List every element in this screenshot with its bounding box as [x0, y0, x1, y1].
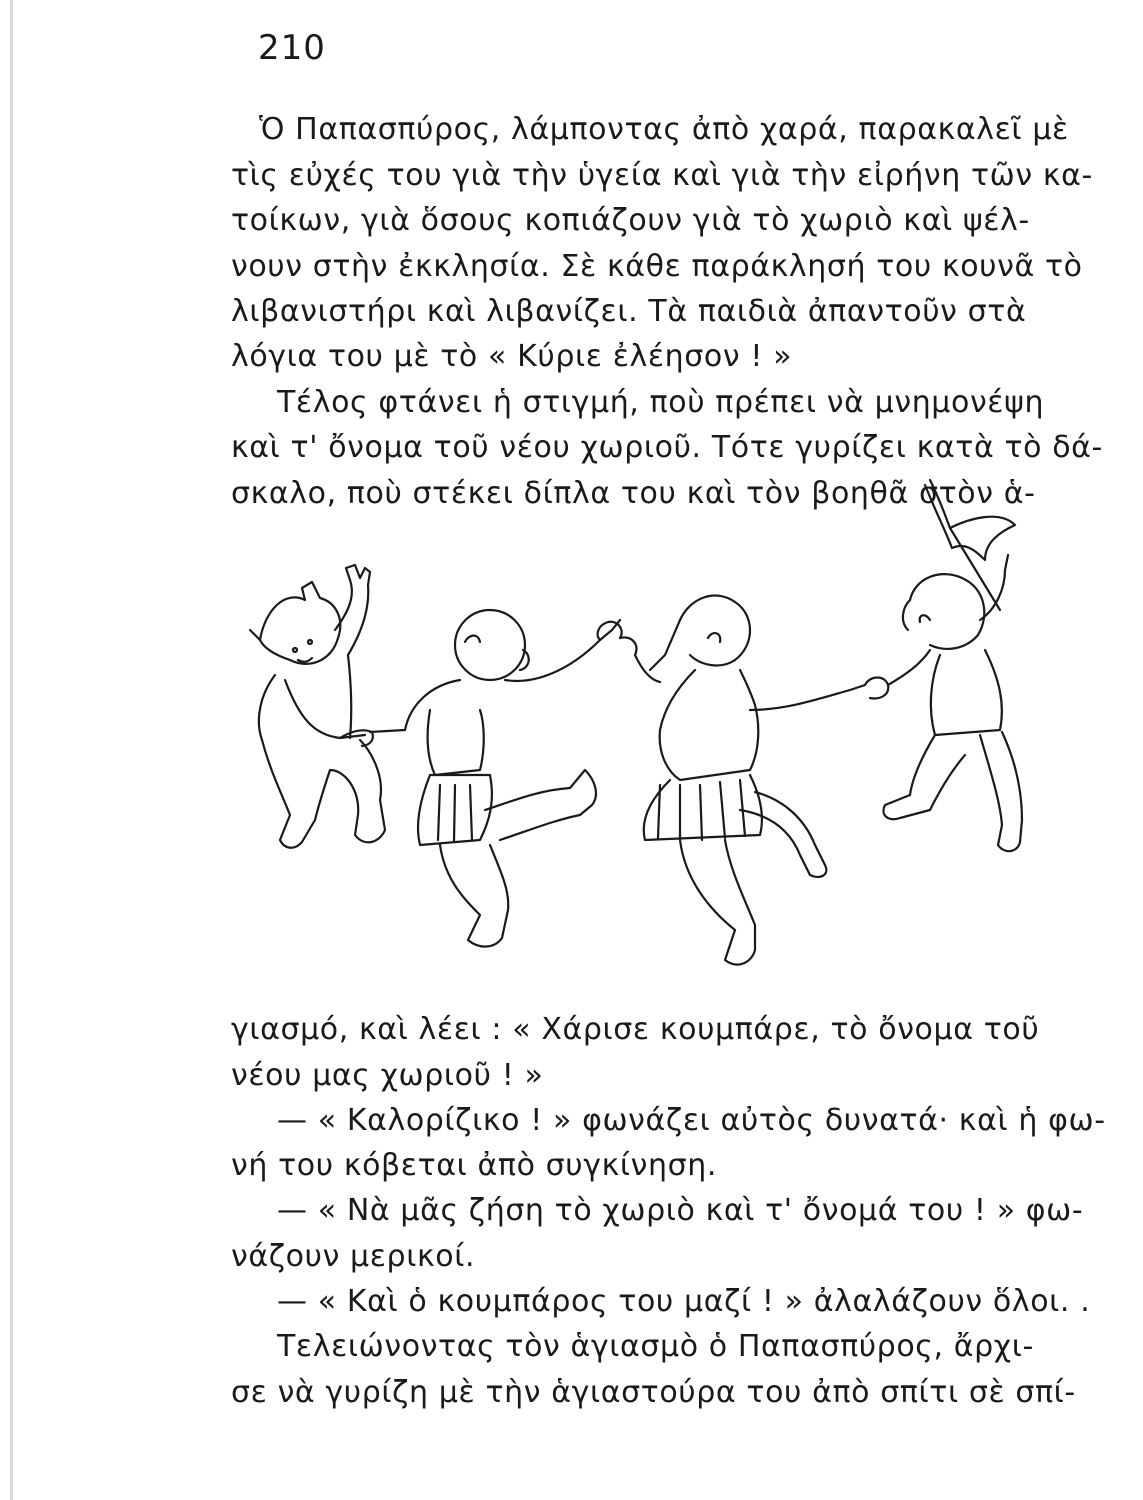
paragraph-line: — « Καὶ ὁ κουμπάρος του μαζί ! » ἀλαλάζουν ὅλοι. . [277, 1284, 1091, 1319]
paragraph-line: λόγια του μὲ τὸ « Κύριε ἐλέησον ! » [231, 339, 793, 374]
paragraph-line: τὶς εὐχές του γιὰ τὴν ὑγεία καὶ γιὰ τὴν εἰρήνη τῶν κα- [231, 158, 1093, 193]
dancing-children-illustration [240, 470, 1040, 990]
paragraph-line: γιασμό, καὶ λέει : « Χάρισε κουμπάρε, τὸ ὄνομα τοῦ [231, 1012, 1040, 1047]
paragraph-line: Τέλος φτάνει ἡ στιγμή, ποὺ πρέπει νὰ μνημονέψη [277, 385, 1045, 420]
paragraph-line: Ὁ Παπασπύρος, λάμποντας ἀπὸ χαρά, παρακαλεῖ μὲ [259, 112, 1069, 147]
paragraph-line: νή του κόβεται ἀπὸ συγκίνηση. [231, 1148, 717, 1183]
paragraph-line: νάζουν μερικοί. [231, 1239, 476, 1274]
paragraph-line: λιβανιστήρι καὶ λιβανίζει. Τὰ παιδιὰ ἀπαντοῦν στὰ [231, 294, 1027, 329]
dancing-children-drawing-icon [240, 470, 1040, 990]
paragraph-line: σε νὰ γυρίζη μὲ τὴν ἁγιαστούρα του ἀπὸ σπίτι σὲ σπί- [231, 1375, 1076, 1410]
paragraph-line: τοίκων, γιὰ ὅσους κοπιάζουν γιὰ τὸ χωριὸ καὶ ψέλ- [231, 203, 1030, 238]
paragraph-line: — « Νὰ μᾶς ζήση τὸ χωριὸ καὶ τ' ὄνομά του ! » φω- [277, 1193, 1084, 1228]
paragraph-line: Τελειώνοντας τὸν ἁγιασμὸ ὁ Παπασπύρος, ἄρχι- [277, 1329, 1034, 1364]
paragraph-line: νουν στὴν ἐκκλησία. Σὲ κάθε παράκλησή του κουνᾶ τὸ [231, 249, 1083, 284]
page-number: 210 [258, 28, 326, 68]
paragraph-line: — « Καλορίζικο ! » φωνάζει αὐτὸς δυνατά· καὶ ἡ φω- [277, 1103, 1106, 1138]
paragraph-line: σκαλο, ποὺ στέκει δίπλα του καὶ τὸν βοηθᾶ στὸν ἁ- [231, 476, 1036, 511]
paragraph-line: νέου μας χωριοῦ ! » [231, 1058, 544, 1093]
page-edge [10, 0, 13, 1500]
paragraph-line: καὶ τ' ὄνομα τοῦ νέου χωριοῦ. Τότε γυρίζει κατὰ τὸ δά- [231, 430, 1103, 465]
